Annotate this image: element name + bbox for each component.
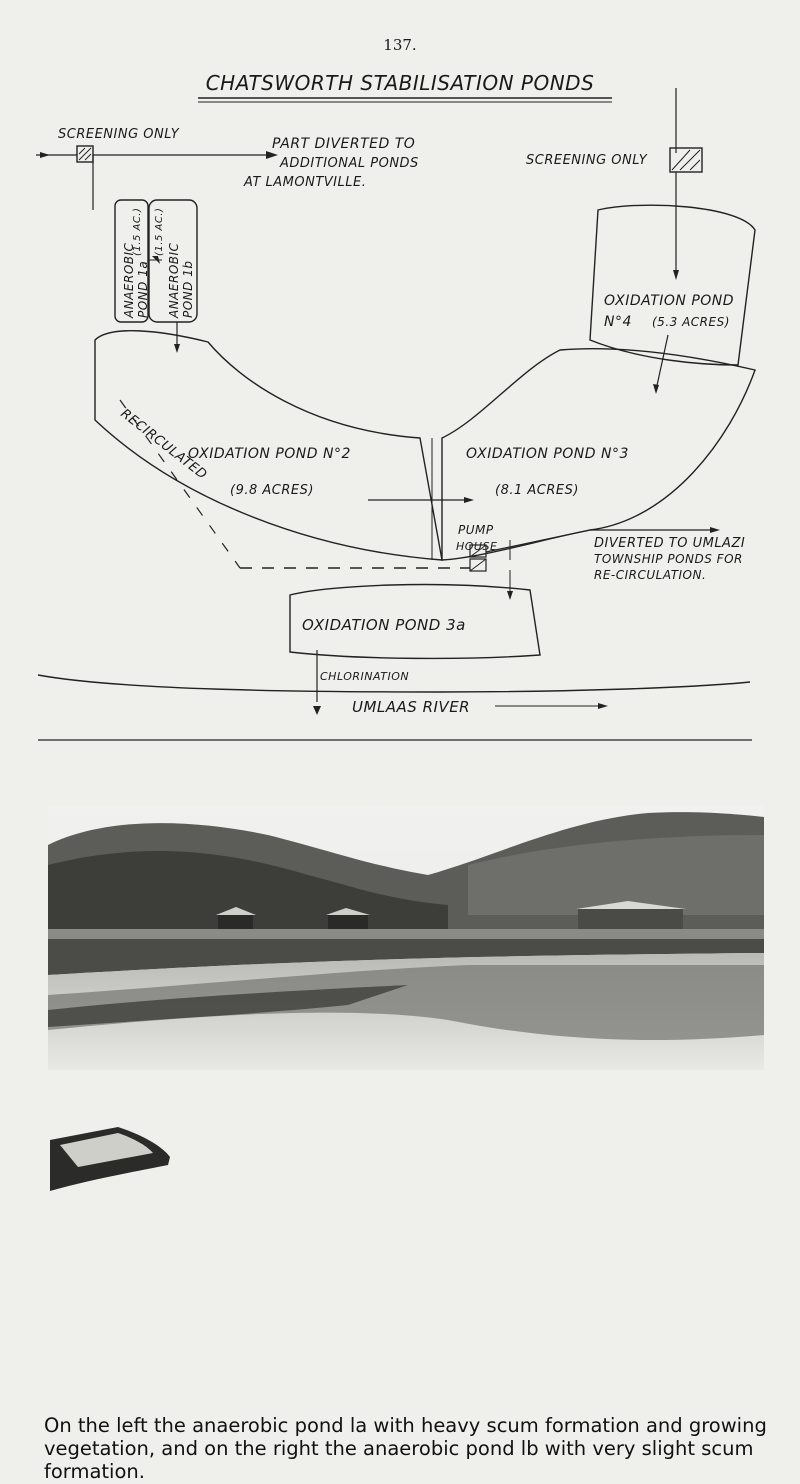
part-diverted-line3: AT LAMONTVILLE. <box>244 175 367 190</box>
oxidation-pond-4 <box>590 205 755 365</box>
pond-2-name: OXIDATION POND N°2 <box>188 446 351 462</box>
diverted-line3: RE-CIRCULATION. <box>594 568 707 582</box>
river-label: UMLAAS RIVER <box>352 698 471 716</box>
pond-1a-label-1: ANAEROBIC <box>122 242 136 318</box>
pond-4-name: OXIDATION POND <box>604 293 735 309</box>
pond-flow-diagram <box>0 60 800 750</box>
pond-3-name: OXIDATION POND N°3 <box>466 446 629 462</box>
screening-right-box <box>670 148 702 172</box>
pump-house-label-2: HOUSE <box>456 540 498 553</box>
photo-caption: On the left the anaerobic pond la with heavy scum formation and growing vegetation, and on the right the anaerobic pond lb with very slight scum formation. <box>44 1413 767 1483</box>
pump-house-label-1: PUMP <box>458 523 494 537</box>
screening-right-label: SCREENING ONLY <box>526 153 648 168</box>
page-number: 137. <box>383 36 417 54</box>
diverted-line2: TOWNSHIP PONDS FOR <box>594 552 743 566</box>
pond-1a-label-2: POND 1a <box>136 260 150 318</box>
diagram-title: CHATSWORTH STABILISATION PONDS <box>205 71 595 95</box>
recirculated-label: RECIRCULATED <box>117 406 210 483</box>
pond-3-area: (8.1 ACRES) <box>495 483 579 498</box>
pond-4-area: (5.3 ACRES) <box>652 315 730 329</box>
chlorination-label: CHLORINATION <box>320 670 410 683</box>
pond-3a-name: OXIDATION POND 3a <box>302 616 466 634</box>
pond-1b-area: (1.5 AC.) <box>154 207 165 256</box>
anaerobic-ponds-photo <box>48 805 764 1205</box>
pond-2-area: (9.8 ACRES) <box>230 483 314 498</box>
pond-4-number: N°4 <box>604 314 632 330</box>
diverted-line1: DIVERTED TO UMLAZI <box>594 536 746 551</box>
part-diverted-line2: ADDITIONAL PONDS <box>280 156 419 171</box>
pond-1b-label-1: ANAEROBIC <box>167 242 181 318</box>
part-diverted-line1: PART DIVERTED TO <box>272 136 416 152</box>
pond-1b-label-2: POND 1b <box>181 260 195 318</box>
pond-1a-area: (1.5 AC.) <box>132 207 143 256</box>
screening-left-label: SCREENING ONLY <box>58 127 180 142</box>
